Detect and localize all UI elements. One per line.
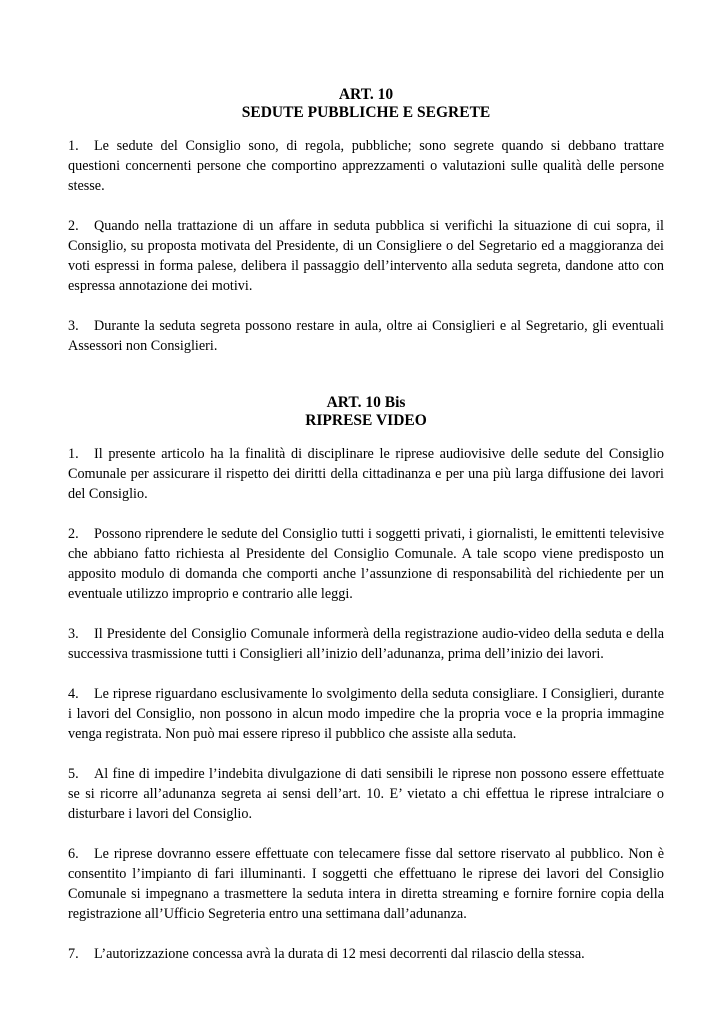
paragraph-number: 5. xyxy=(68,766,79,782)
article-heading xyxy=(68,86,664,122)
paragraph xyxy=(68,844,664,924)
article-section xyxy=(68,394,664,964)
article-heading xyxy=(68,394,664,430)
article-number: ART. 10 Bis xyxy=(326,394,406,411)
paragraph-number: 6. xyxy=(68,846,79,862)
paragraph-text: Il Presidente del Consiglio Comunale informerà della registrazione audio-video della seduta e della successiva trasmissione tutti i Consiglieri all’inizio dell’adunanza, prima dell’inizio dei lavori. xyxy=(68,626,664,662)
paragraph-text: Le riprese riguardano esclusivamente lo svolgimento della seduta consigliare. I Consiglieri, durante i lavori del Consiglio, non possono in alcun modo impedire che la propria voce e la propria immagine venga registrata. Non può mai essere ripreso il pubblico che assiste alla seduta. xyxy=(68,686,664,742)
paragraph xyxy=(68,684,664,744)
paragraph-number: 7. xyxy=(68,946,79,962)
paragraph-number: 1. xyxy=(68,138,79,154)
paragraph-text: L’autorizzazione concessa avrà la durata di 12 mesi decorrenti dal rilascio della stessa. xyxy=(94,946,585,962)
paragraph xyxy=(68,624,664,664)
paragraph xyxy=(68,216,664,296)
paragraph xyxy=(68,444,664,504)
paragraph-number: 1. xyxy=(68,446,79,462)
paragraph-number: 3. xyxy=(68,318,79,334)
paragraph-text: Durante la seduta segreta possono restare in aula, oltre ai Consiglieri e al Segretario, gli eventuali Assessori non Consiglieri. xyxy=(68,318,664,354)
paragraph xyxy=(68,524,664,604)
document-page xyxy=(68,86,664,984)
paragraph-text: Al fine di impedire l’indebita divulgazione di dati sensibili le riprese non possono essere effettuate se si ricorre all’adunanza segreta ai sensi dell’art. 10. E’ vietato a chi effettua le riprese intralciare o disturbare i lavori del Consiglio. xyxy=(68,766,664,822)
paragraph-number: 2. xyxy=(68,526,79,542)
paragraph-text: Possono riprendere le sedute del Consiglio tutti i soggetti privati, i giornalisti, le emittenti televisive che abbiano fatto richiesta al Presidente del Consiglio Comunale. A tale scopo viene predisposto un apposito modulo di domanda che comporti anche l’assunzione di responsabilità del richiedente per un eventuale utilizzo improprio e contrario alle leggi. xyxy=(68,526,664,602)
article-section xyxy=(68,86,664,356)
paragraph-text: Quando nella trattazione di un affare in seduta pubblica si verifichi la situazione di cui sopra, il Consiglio, su proposta motivata del Presidente, di un Consigliere o del Segretario ed a maggioranza dei voti espressi in forma palese, delibera il passaggio dell’intervento alla seduta segreta, dandone atto con espressa annotazione dei motivi. xyxy=(68,218,664,294)
paragraph xyxy=(68,764,664,824)
article-number: ART. 10 xyxy=(338,86,394,103)
paragraph-number: 3. xyxy=(68,626,79,642)
paragraph-text: Il presente articolo ha la finalità di disciplinare le riprese audiovisive delle sedute del Consiglio Comunale per assicurare il rispetto dei diritti della cittadinanza e per una più larga diffusione dei lavori del Consiglio. xyxy=(68,446,664,502)
paragraph xyxy=(68,316,664,356)
paragraph-number: 2. xyxy=(68,218,79,234)
paragraph-number: 4. xyxy=(68,686,79,702)
paragraph-text: Le sedute del Consiglio sono, di regola, pubbliche; sono segrete quando si debbano trattare questioni concernenti persone che comportino apprezzamenti o valutazioni sulle qualità delle persone stesse. xyxy=(68,138,664,194)
paragraph xyxy=(68,136,664,196)
paragraph xyxy=(68,944,664,964)
article-title: SEDUTE PUBBLICHE E SEGRETE xyxy=(241,104,491,121)
article-title: RIPRESE VIDEO xyxy=(305,412,427,429)
paragraph-text: Le riprese dovranno essere effettuate con telecamere fisse dal settore riservato al pubblico. Non è consentito l’impianto di fari illuminanti. I soggetti che effettuano le riprese dei lavori del Consiglio Comunale si impegnano a trasmettere la seduta intera in diretta streaming e fornire fornire copia della registrazione all’Ufficio Segreteria entro una settimana dall’adunanza. xyxy=(68,846,664,922)
